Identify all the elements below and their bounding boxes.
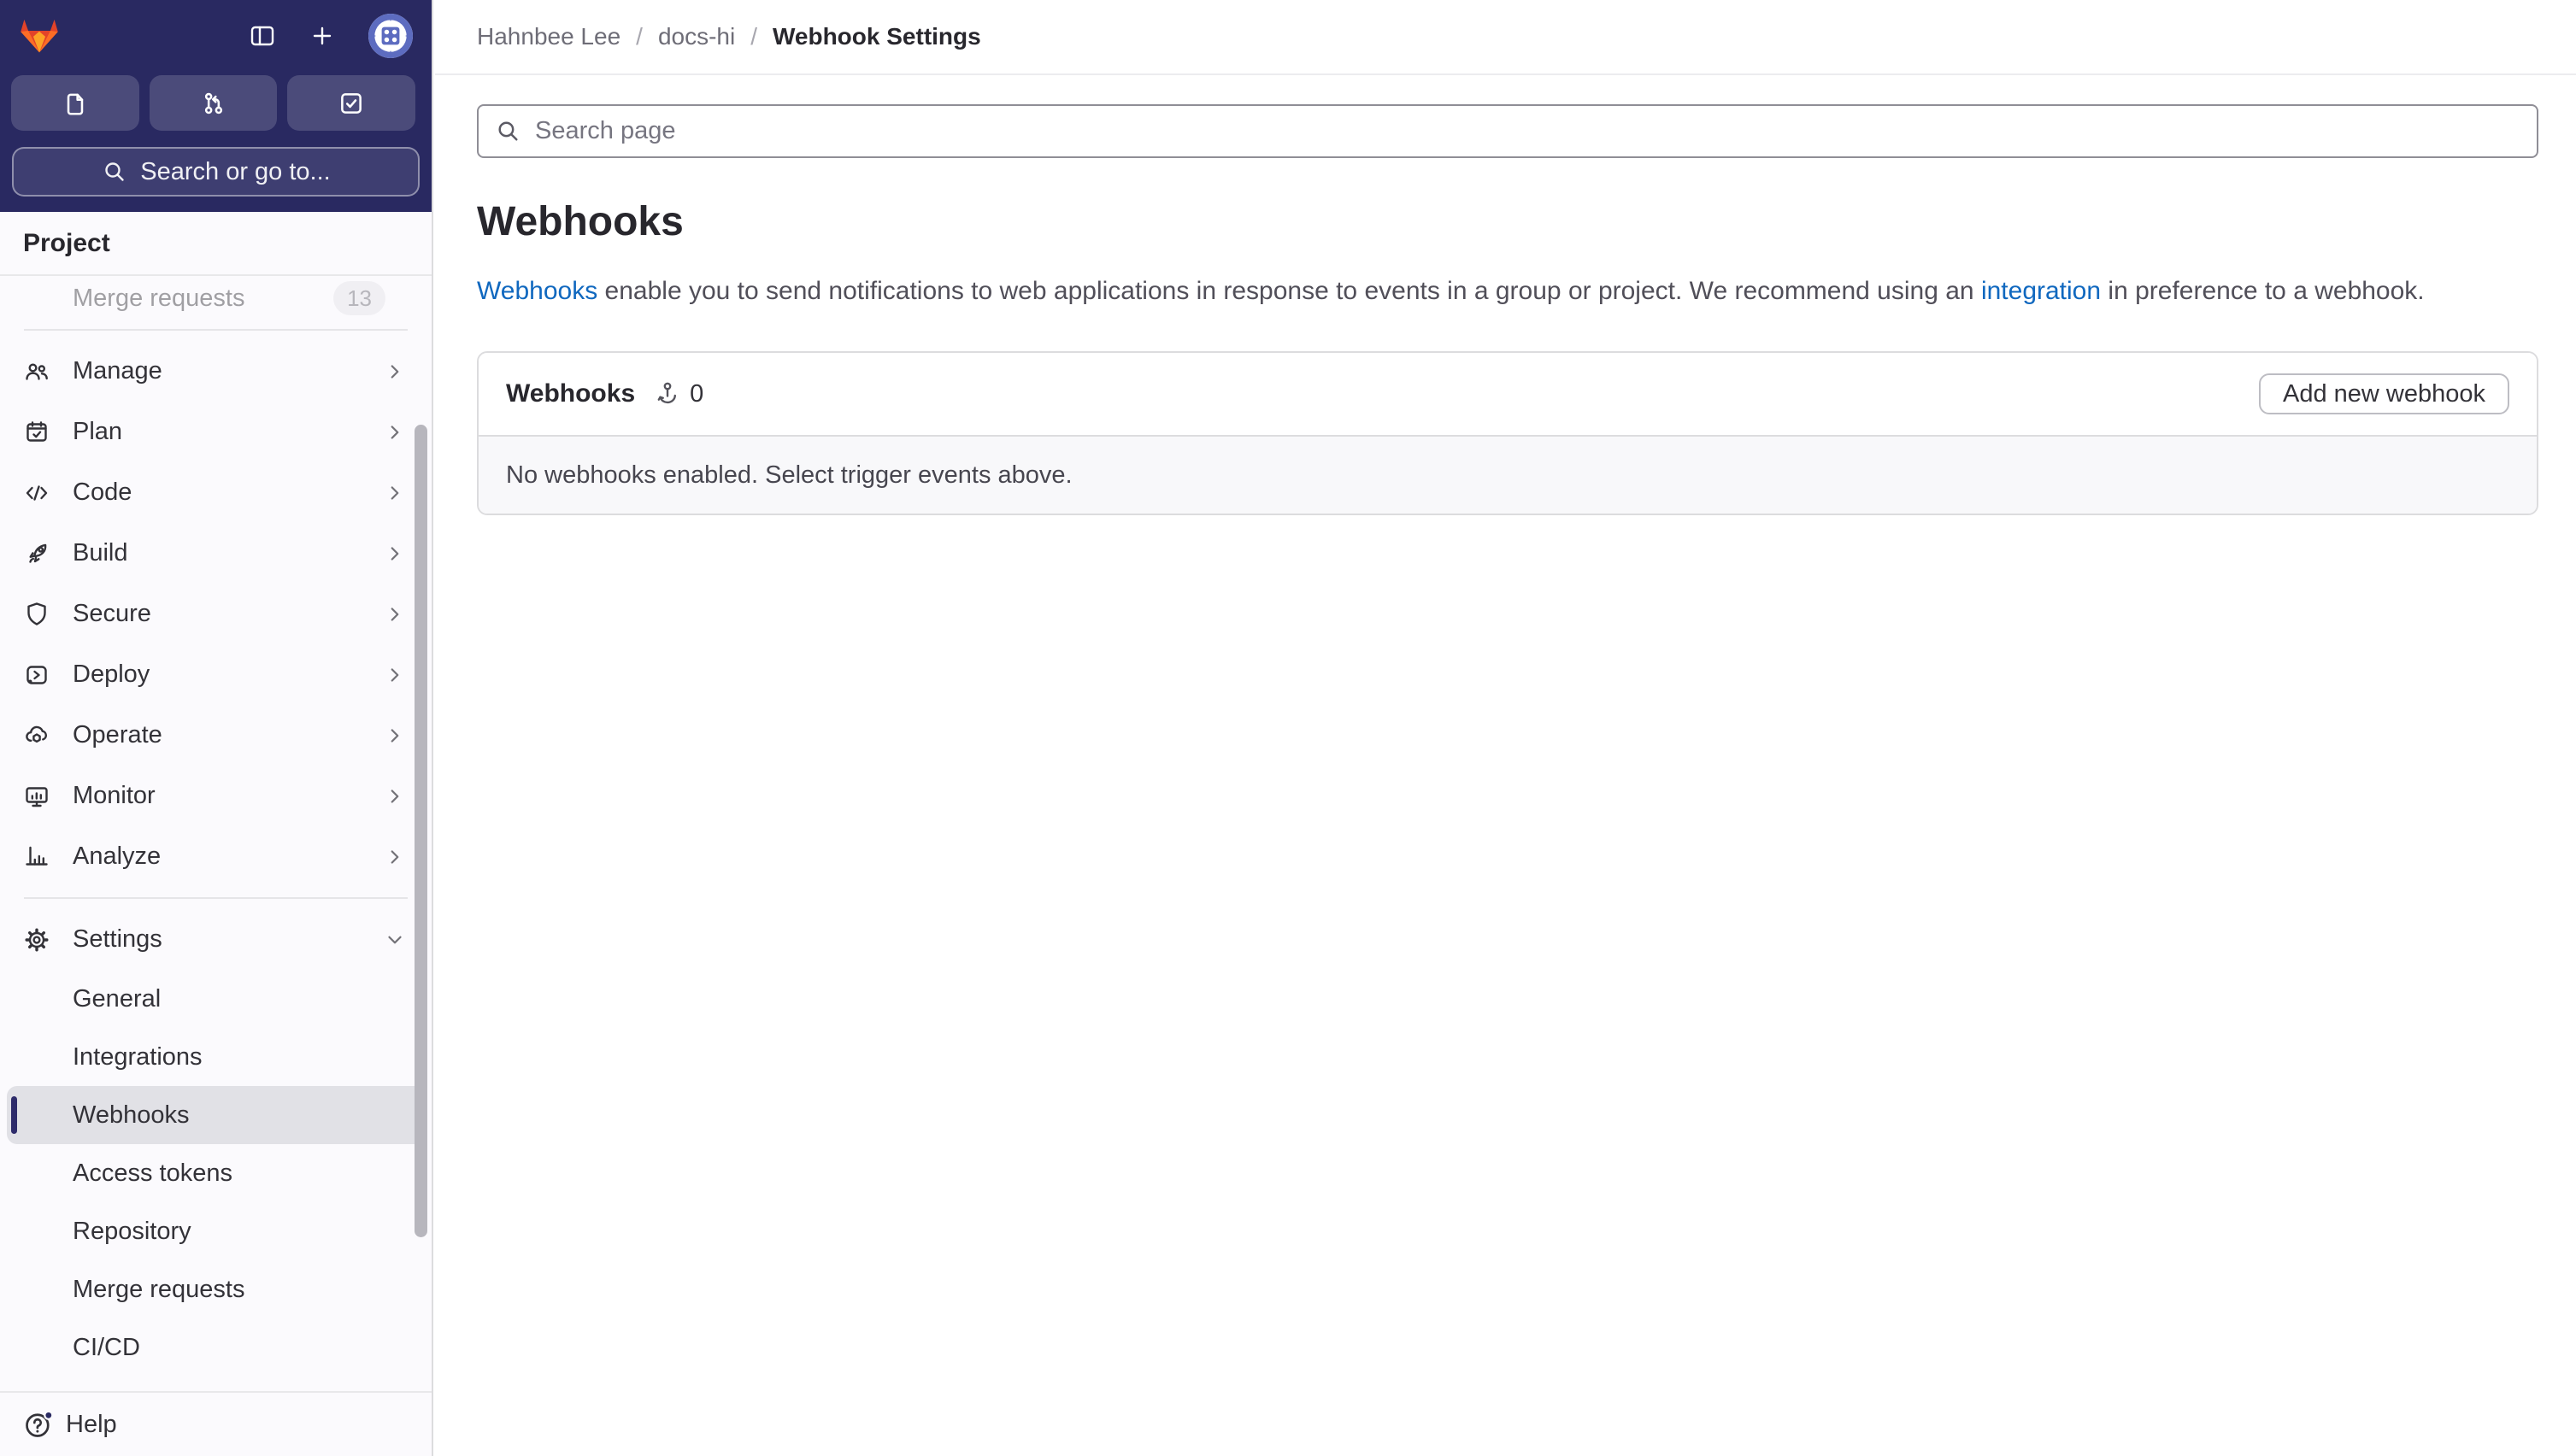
cloud-pod-icon: [23, 722, 50, 749]
create-new-button[interactable]: [309, 22, 336, 50]
chevron-right-icon: [384, 603, 406, 625]
chevron-right-icon: [384, 785, 406, 807]
webhooks-card: [477, 351, 2538, 515]
active-indicator: [11, 1096, 17, 1134]
sidebar-item-plan[interactable]: Plan: [7, 402, 425, 462]
breadcrumb-item-docs-hi[interactable]: docs-hi: [657, 23, 736, 50]
sidebar-toggle-button[interactable]: [249, 22, 276, 50]
page-search: [477, 104, 2538, 158]
search-icon: [494, 117, 522, 145]
sidebar-header: [0, 0, 432, 212]
chevron-right-icon: [384, 846, 406, 868]
sidebar-item-repository[interactable]: Repository: [73, 1217, 191, 1245]
chart-icon: [23, 843, 50, 871]
page-title: Webhooks: [477, 199, 684, 244]
sidebar-item-general[interactable]: General: [73, 984, 162, 1013]
search-page-input[interactable]: [477, 104, 2538, 158]
monitor-icon: [23, 783, 50, 810]
chevron-right-icon: [384, 543, 406, 565]
sidebar-nav: [0, 278, 432, 1391]
main-area: [435, 0, 2576, 1456]
sidebar-item-webhooks[interactable]: Webhooks: [7, 1086, 425, 1144]
webhook-hook-icon: [654, 380, 681, 408]
deploy-icon: [23, 661, 50, 689]
chevron-right-icon: [384, 361, 406, 383]
sidebar-scrollbar[interactable]: [415, 425, 427, 1237]
sidebar-item-integrations[interactable]: Integrations: [73, 1042, 203, 1071]
breadcrumb-separator: /: [750, 23, 757, 50]
help-icon: [23, 1409, 54, 1440]
gear-icon: [23, 926, 50, 954]
sidebar-item-secure[interactable]: Secure: [7, 584, 425, 644]
sidebar-item-monitor[interactable]: Monitor: [7, 766, 425, 826]
help-button[interactable]: [0, 1391, 432, 1456]
calendar-icon: [23, 419, 50, 446]
sidebar-divider: [24, 897, 408, 899]
sidebar-item-access-tokens[interactable]: Access tokens: [73, 1159, 232, 1187]
page-content: [435, 104, 2576, 515]
webhook-count: 0: [690, 379, 704, 408]
chevron-down-icon: [384, 929, 406, 951]
description-text: enable you to send notifications to web applications in response to events in a group or project. We recommend using an: [597, 277, 1981, 305]
sidebar-item-manage[interactable]: Manage: [7, 341, 425, 402]
sidebar-top-row: [0, 12, 432, 60]
webhooks-link[interactable]: Webhooks: [477, 277, 598, 305]
breadcrumb-separator: /: [636, 23, 643, 50]
merge-request-shortcut-button[interactable]: [150, 75, 278, 131]
chevron-right-icon: [384, 482, 406, 504]
sidebar-item-merge-requests[interactable]: Merge requests: [73, 1275, 245, 1303]
webhooks-card-header: [479, 353, 2537, 435]
sidebar-top-icons: [249, 14, 413, 58]
sidebar-item-analyze[interactable]: Analyze: [7, 826, 425, 887]
card-title: Webhooks: [506, 379, 636, 408]
breadcrumb: [435, 0, 2576, 75]
add-new-webhook-button[interactable]: Add new webhook: [2259, 373, 2509, 414]
pinned-item-label: Merge requests: [73, 284, 245, 312]
shield-icon: [23, 601, 50, 628]
chevron-right-icon: [384, 421, 406, 443]
page-description: [477, 273, 2538, 310]
sidebar-item-operate[interactable]: Operate: [7, 705, 425, 766]
search-icon: [101, 158, 128, 185]
sidebar-item-label: Settings: [73, 925, 162, 953]
sidebar-item-code[interactable]: Code: [7, 462, 425, 523]
sidebar-item-deploy[interactable]: Deploy: [7, 644, 425, 705]
breadcrumb-item-hahnbee-lee[interactable]: Hahnbee Lee: [477, 23, 621, 50]
chevron-right-icon: [384, 725, 406, 747]
breadcrumb-item-webhook-settings: Webhook Settings: [772, 23, 981, 50]
sidebar-item-build[interactable]: Build: [7, 523, 425, 584]
merge-request-icon: [199, 89, 228, 118]
merge-requests-count-badge: 13: [333, 281, 385, 315]
search-or-go-to-label: Search or go to...: [140, 157, 331, 185]
search-or-go-to-button[interactable]: [12, 147, 420, 197]
rocket-icon: [23, 540, 50, 567]
empty-state-message: No webhooks enabled. Select trigger events above.: [506, 461, 1073, 489]
sidebar-item-ci-cd[interactable]: CI/CD: [73, 1333, 140, 1361]
users-icon: [23, 358, 50, 385]
integration-link[interactable]: integration: [1980, 277, 2102, 305]
sidebar-divider: [24, 329, 408, 331]
todo-check-icon: [337, 89, 366, 118]
webhooks-card-body: [479, 435, 2537, 514]
user-avatar[interactable]: [368, 14, 413, 58]
sidebar-section-title: Project: [0, 212, 432, 276]
gitlab-logo-icon[interactable]: [19, 17, 60, 55]
sidebar: [0, 0, 433, 1456]
description-text: in preference to a webhook.: [2101, 277, 2425, 305]
todo-check-shortcut-button[interactable]: [287, 75, 415, 131]
issues-shortcut-button[interactable]: [11, 75, 139, 131]
sidebar-item-settings[interactable]: [7, 909, 425, 970]
sidebar-shortcut-buttons: [11, 75, 415, 131]
help-label: Help: [66, 1410, 117, 1438]
issues-icon: [61, 89, 90, 118]
chevron-right-icon: [384, 664, 406, 686]
code-icon: [23, 479, 50, 507]
sidebar-pinned-merge-requests[interactable]: [0, 278, 432, 319]
